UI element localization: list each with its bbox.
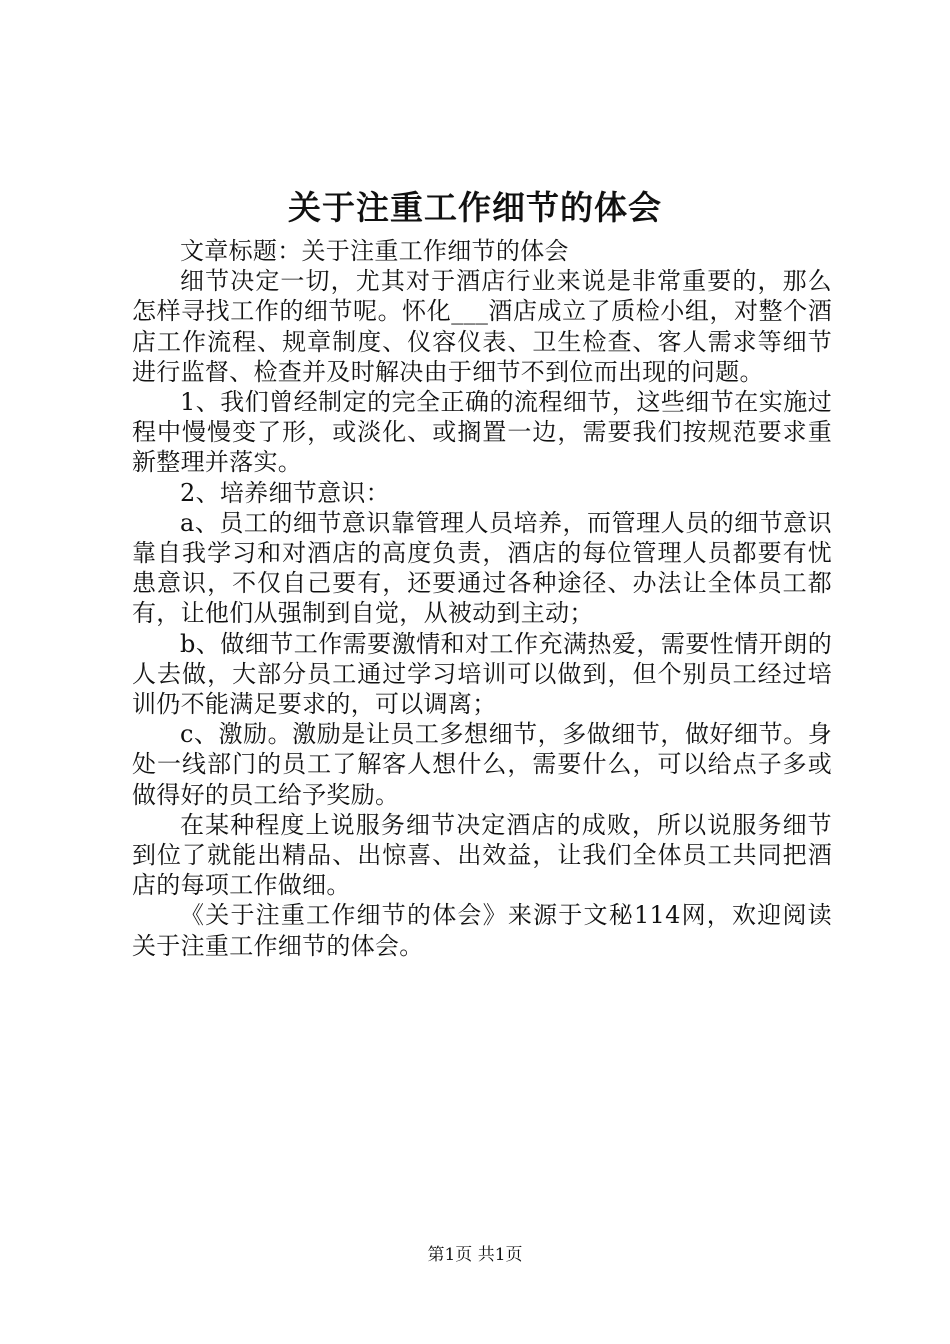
document-body bbox=[132, 236, 832, 961]
point-2b-paragraph: b、做细节工作需要激情和对工作充满热爱，需要性情开朗的人去做，大部分员工通过学习培训可以做到，但个别员工经过培训仍不能满足要求的，可以调离； bbox=[132, 629, 832, 719]
conclusion-paragraph: 在某种程度上说服务细节决定酒店的成败，所以说服务细节到位了就能出精品、出惊喜、出效益，让我们全体员工共同把酒店的每项工作做细。 bbox=[132, 810, 832, 900]
point-1-paragraph: 1、我们曾经制定的完全正确的流程细节，这些细节在实施过程中慢慢变了形，或淡化、或搁置一边，需要我们按规范要求重新整理并落实。 bbox=[132, 388, 832, 477]
source-paragraph: 《关于注重工作细节的体会》来源于文秘114网，欢迎阅读关于注重工作细节的体会。 bbox=[132, 901, 832, 960]
point-2-heading: 2、培养细节意识： bbox=[180, 478, 390, 507]
page-number-footer: 第1页 共1页 bbox=[427, 1245, 523, 1265]
intro-paragraph: 细节决定一切，尤其对于酒店行业来说是非常重要的，那么怎样寻找工作的细节呢。怀化___酒店成立了质检小组，对整个酒店工作流程、规章制度、仪容仪表、卫生检查、客人需求等细节进行监督、检查并及时解决由于细节不到位而出现的问题。 bbox=[132, 267, 832, 386]
article-title-line: 文章标题：关于注重工作细节的体会 bbox=[180, 237, 569, 265]
point-2c-paragraph: c、激励。激励是让员工多想细节，多做细节，做好细节。身处一线部门的员工了解客人想什么，需要什么，可以给点子多或做得好的员工给予奖励。 bbox=[132, 720, 832, 809]
document-title: 关于注重工作细节的体会 bbox=[288, 188, 662, 227]
point-2a-paragraph: a、员工的细节意识靠管理人员培养，而管理人员的细节意识靠自我学习和对酒店的高度负责，酒店的每位管理人员都要有忧患意识，不仅自己要有，还要通过各种途径、办法让全体员工都有，让他们从强制到自觉，从被动到主动； bbox=[132, 508, 832, 628]
